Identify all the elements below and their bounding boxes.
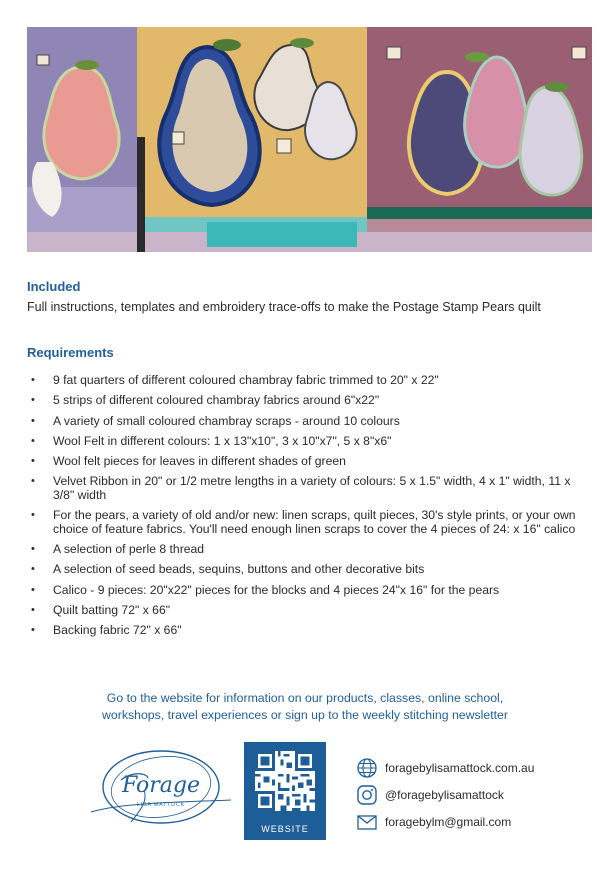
qr-code-icon xyxy=(255,751,315,811)
list-item: • 9 fat quarters of different coloured chambray fabric trimmed to 20" x 22" xyxy=(31,373,439,387)
list-item: • For the pears, a variety of old and/or new: linen scraps, quilt pieces, 30's style prints, or your own choice of feature fabrics. You'll need enough linen scraps to cover the 4 pieces of 24: x 16" calico xyxy=(31,508,576,536)
cta-line-1: Go to the website for information on our products, classes, online school, xyxy=(106,691,504,705)
list-item: • Wool felt pieces for leaves in different shades of green xyxy=(31,454,346,469)
bullet-icon: • xyxy=(31,624,35,637)
logo-text: Forage xyxy=(121,773,201,798)
bullet-icon: • xyxy=(31,603,35,616)
bullet-icon: • xyxy=(31,414,35,427)
bullet-icon: • xyxy=(31,394,35,407)
requirements-heading: Requirements xyxy=(27,345,114,360)
list-item: • 5 strips of different coloured chambray fabrics around 6"x22" xyxy=(31,393,380,408)
email-icon xyxy=(356,811,378,833)
bullet-icon: • xyxy=(31,434,35,447)
globe-icon xyxy=(356,757,378,779)
email-address[interactable]: foragebylm@gmail.com xyxy=(385,815,512,829)
bullet-icon: • xyxy=(31,563,35,576)
qr-code-website[interactable] xyxy=(244,742,326,840)
list-item: • A selection of perle 8 thread xyxy=(31,542,205,557)
instagram-handle[interactable]: @foragebylisamattock xyxy=(385,788,504,802)
list-item: • Backing fabric 72" x 66" xyxy=(31,623,182,638)
cta-line-2: workshops, travel experiences or sign up to the weekly stitching newsletter xyxy=(102,708,508,722)
list-item: • Wool Felt in different colours: 1 x 13"x10", 3 x 10"x7", 5 x 8"x6" xyxy=(31,433,392,448)
list-item: • Calico - 9 pieces: 20"x22" pieces for the blocks and 4 pieces 24"x 16" for the pears xyxy=(31,582,500,597)
hero-quilt-image xyxy=(27,27,592,252)
instagram-icon xyxy=(356,784,378,806)
website-cta xyxy=(60,690,550,724)
bullet-icon: • xyxy=(31,455,35,468)
bullet-icon: • xyxy=(31,509,35,522)
bullet-icon: • xyxy=(31,583,35,596)
list-item: • A variety of small coloured chambray scraps - around 10 colours xyxy=(31,413,400,428)
logo-subtext: LISA MATTOCK xyxy=(137,802,185,808)
forage-logo xyxy=(86,740,236,835)
list-item: • A selection of seed beads, sequins, buttons and other decorative bits xyxy=(31,562,425,577)
qr-label: WEBSITE xyxy=(261,824,309,834)
bullet-icon: • xyxy=(31,475,35,488)
contact-website[interactable] xyxy=(356,757,576,779)
list-item: • Velvet Ribbon in 20" or 1/2 metre lengths in a variety of colours: 5 x 1.5" width, 4 x 1" width, 11 x 3/8" width xyxy=(31,474,571,502)
bullet-icon: • xyxy=(31,543,35,556)
contact-instagram[interactable] xyxy=(356,784,576,806)
included-heading: Included xyxy=(27,279,81,294)
contact-email[interactable] xyxy=(356,811,576,833)
included-text: Full instructions, templates and embroidery trace-offs to make the Postage Stamp Pears quilt xyxy=(27,300,541,314)
bullet-icon: • xyxy=(31,374,35,386)
website-link[interactable]: foragebylisamattock.com.au xyxy=(385,761,535,775)
requirements-list xyxy=(27,374,595,645)
list-item: • Quilt batting 72" x 66" xyxy=(31,602,171,617)
